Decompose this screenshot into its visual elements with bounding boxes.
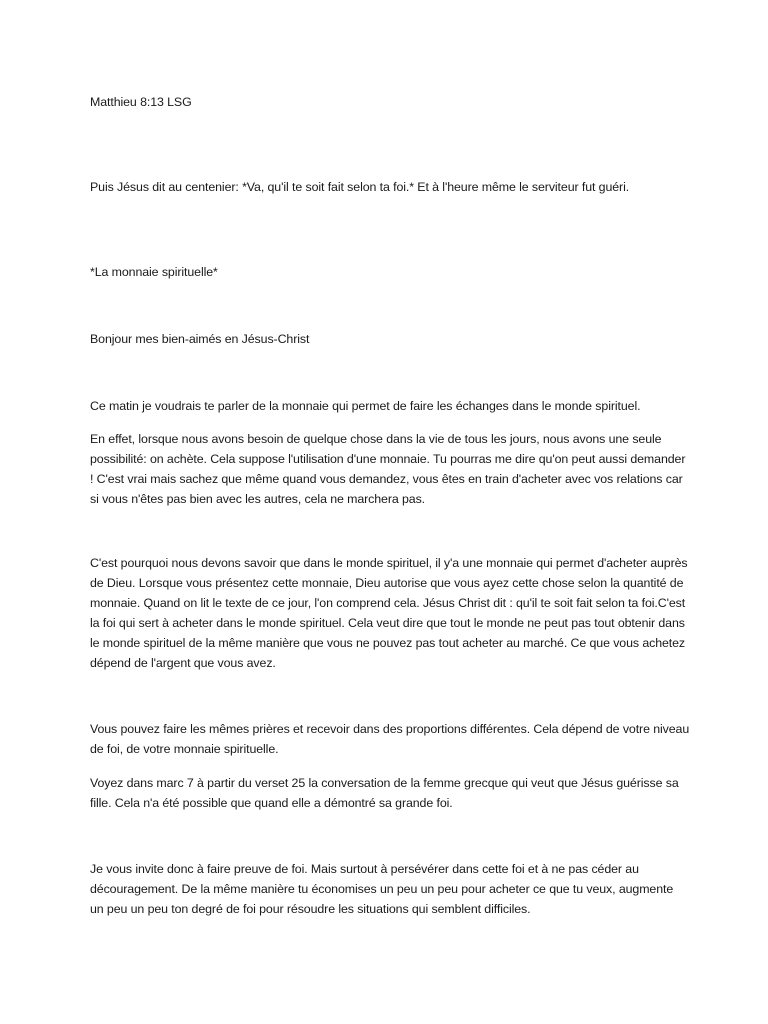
paragraph-buying: En effet, lorsque nous avons besoin de quelque chose dans la vie de tous les jours, nous avons une seule possibilité: on achète. Cela suppose l'utilisation d'une monnaie. Tu pourras me dire qu'on peut aussi demander ! C'est vrai mais sachez que même quand vous demandez, vous êtes en train d'acheter avec vos relations car si vous n'êtes pas bien avec les autres, cela ne marchera pas. (90, 432, 686, 506)
paragraph-invitation: Je vous invite donc à faire preuve de foi. Mais surtout à persévérer dans cette foi et à ne pas céder au découragement. De la même manière tu économises un peu un peu pour acheter ce que tu veux, augmente un peu un peu ton degré de foi pour résoudre les situations qui semblent difficiles. (90, 862, 674, 916)
scripture-verse: Puis Jésus dit au centenier: *Va, qu'il te soit fait selon ta foi.* Et à l'heure même le serviteur fut guéri. (90, 180, 630, 194)
paragraph-mark-7: Voyez dans marc 7 à partir du verset 25 la conversation de la femme grecque qui veut que Jésus guérisse sa fille. Cela n'a été possible que quand elle a démontré sa grande foi. (90, 776, 679, 810)
scripture-reference: Matthieu 8:13 LSG (90, 95, 192, 109)
paragraph-intro: Ce matin je voudrais te parler de la monnaie qui permet de faire les échanges dans le monde spirituel. (90, 399, 641, 413)
greeting: Bonjour mes bien-aimés en Jésus-Christ (90, 332, 310, 346)
paragraph-prayers: Vous pouvez faire les mêmes prières et recevoir dans des proportions différentes. Cela dépend de votre niveau de foi, de votre monnaie spirituelle. (90, 722, 690, 756)
paragraph-spiritual-currency: C'est pourquoi nous devons savoir que dans le monde spirituel, il y'a une monnaie qui permet d'acheter auprès de Dieu. Lorsque vous présentez cette monnaie, Dieu autorise que vous ayez cette chose selon la quantité de monnaie. Quand on lit le texte de ce jour, l'on comprend cela. Jésus Christ dit : qu'il te soit fait selon ta foi.C'est la foi qui sert à acheter dans le monde spirituel. Cela veut dire que tout le monde ne peut pas tout obtenir dans le monde spirituel de la même manière que vous ne pouvez pas tout acheter au marché. Ce que vous achetez dépend de l'argent que vous avez. (90, 556, 688, 670)
sermon-title: *La monnaie spirituelle* (90, 265, 218, 279)
